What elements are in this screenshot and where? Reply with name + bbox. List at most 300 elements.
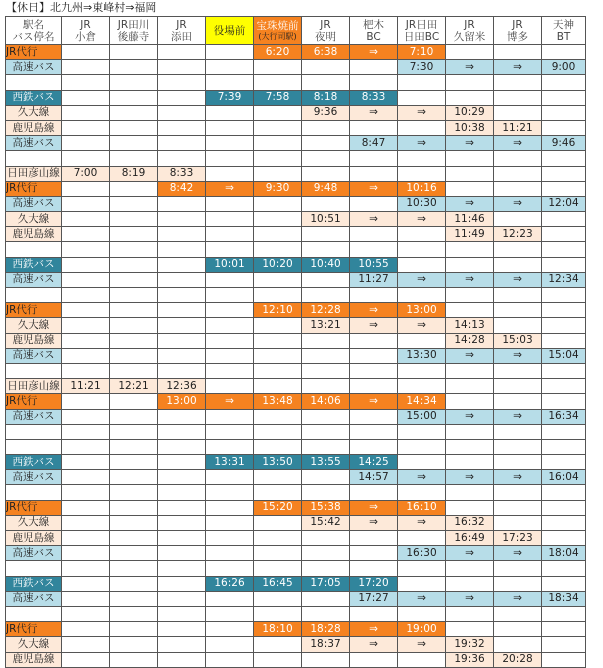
time-cell xyxy=(254,439,302,454)
time-cell xyxy=(446,606,494,621)
time-cell: 14:57 xyxy=(350,470,398,485)
time-cell xyxy=(110,531,158,546)
time-cell xyxy=(110,424,158,439)
route-name-cell: 西鉄バス xyxy=(6,90,62,105)
time-cell xyxy=(446,622,494,637)
time-cell xyxy=(254,470,302,485)
time-cell: 20:28 xyxy=(494,652,542,667)
time-cell xyxy=(446,181,494,196)
time-cell xyxy=(542,212,586,227)
time-cell xyxy=(302,424,350,439)
time-cell xyxy=(206,136,254,151)
route-name-cell: 久大線 xyxy=(6,637,62,652)
time-cell xyxy=(542,166,586,181)
time-cell xyxy=(494,242,542,257)
time-cell xyxy=(206,303,254,318)
time-cell: ⇒ xyxy=(350,181,398,196)
time-cell: ⇒ xyxy=(206,181,254,196)
time-cell xyxy=(446,500,494,515)
time-cell: ⇒ xyxy=(398,272,446,287)
time-cell xyxy=(158,439,206,454)
time-cell xyxy=(62,546,110,561)
header-kokura: JR 小倉 xyxy=(62,17,110,45)
time-cell: ⇒ xyxy=(494,272,542,287)
time-cell xyxy=(494,576,542,591)
time-cell xyxy=(206,212,254,227)
time-cell xyxy=(62,212,110,227)
time-cell xyxy=(158,591,206,606)
time-cell xyxy=(110,90,158,105)
time-cell: 15:04 xyxy=(542,348,586,363)
time-cell xyxy=(110,348,158,363)
time-cell xyxy=(398,485,446,500)
time-cell xyxy=(62,652,110,667)
time-cell xyxy=(398,75,446,90)
time-cell: 12:34 xyxy=(542,272,586,287)
time-cell xyxy=(446,242,494,257)
time-cell: 10:40 xyxy=(302,257,350,272)
route-name-cell: 高速バス xyxy=(6,546,62,561)
time-cell xyxy=(158,272,206,287)
time-cell xyxy=(542,105,586,120)
time-cell: 14:13 xyxy=(446,318,494,333)
timetable xyxy=(5,16,586,668)
time-cell xyxy=(62,333,110,348)
time-cell xyxy=(62,120,110,135)
time-cell xyxy=(302,333,350,348)
time-cell xyxy=(62,196,110,211)
time-cell: ⇒ xyxy=(446,348,494,363)
time-cell xyxy=(158,318,206,333)
time-cell xyxy=(302,227,350,242)
time-cell xyxy=(302,561,350,576)
time-cell xyxy=(398,242,446,257)
time-cell xyxy=(206,500,254,515)
table-row xyxy=(6,652,586,667)
time-cell: ⇒ xyxy=(494,546,542,561)
time-cell xyxy=(350,151,398,166)
time-cell xyxy=(446,379,494,394)
time-cell xyxy=(542,606,586,621)
time-cell xyxy=(158,561,206,576)
time-cell xyxy=(302,546,350,561)
time-cell xyxy=(62,606,110,621)
time-cell xyxy=(158,303,206,318)
time-cell xyxy=(206,546,254,561)
time-cell xyxy=(302,531,350,546)
time-cell: 10:20 xyxy=(254,257,302,272)
time-cell xyxy=(494,561,542,576)
route-name-cell: 高速バス xyxy=(6,136,62,151)
time-cell xyxy=(206,242,254,257)
time-cell: 16:49 xyxy=(446,531,494,546)
time-cell: 18:37 xyxy=(302,637,350,652)
time-cell xyxy=(350,166,398,181)
time-cell xyxy=(110,45,158,60)
time-cell: ⇒ xyxy=(398,105,446,120)
time-cell xyxy=(302,136,350,151)
time-cell: ⇒ xyxy=(206,394,254,409)
time-cell: 15:03 xyxy=(494,333,542,348)
time-cell xyxy=(110,409,158,424)
time-cell: 9:36 xyxy=(302,105,350,120)
time-cell xyxy=(398,166,446,181)
table-row xyxy=(6,363,586,378)
time-cell: 16:04 xyxy=(542,470,586,485)
time-cell xyxy=(158,136,206,151)
time-cell xyxy=(494,379,542,394)
time-cell xyxy=(158,546,206,561)
time-cell: 11:49 xyxy=(446,227,494,242)
time-cell: ⇒ xyxy=(350,515,398,530)
time-cell xyxy=(110,120,158,135)
table-row xyxy=(6,303,586,318)
route-name-cell: JR代行 xyxy=(6,394,62,409)
route-name-cell: 鹿児島線 xyxy=(6,227,62,242)
time-cell xyxy=(206,439,254,454)
time-cell xyxy=(302,409,350,424)
time-cell xyxy=(110,485,158,500)
time-cell xyxy=(350,227,398,242)
time-cell xyxy=(542,303,586,318)
time-cell xyxy=(158,363,206,378)
time-cell xyxy=(206,288,254,303)
time-cell: ⇒ xyxy=(398,212,446,227)
time-cell xyxy=(62,242,110,257)
time-cell xyxy=(206,75,254,90)
time-cell xyxy=(494,622,542,637)
time-cell xyxy=(206,561,254,576)
route-name-cell: 久大線 xyxy=(6,515,62,530)
route-name-cell: 久大線 xyxy=(6,105,62,120)
table-row xyxy=(6,45,586,60)
time-cell xyxy=(494,363,542,378)
table-row xyxy=(6,606,586,621)
time-cell: ⇒ xyxy=(398,637,446,652)
time-cell xyxy=(110,500,158,515)
time-cell xyxy=(494,394,542,409)
time-cell xyxy=(158,576,206,591)
time-cell xyxy=(350,485,398,500)
time-cell: 18:34 xyxy=(542,591,586,606)
time-cell xyxy=(158,212,206,227)
time-cell: 10:29 xyxy=(446,105,494,120)
time-cell: 8:42 xyxy=(158,181,206,196)
time-cell xyxy=(158,485,206,500)
time-cell xyxy=(158,455,206,470)
time-cell xyxy=(446,394,494,409)
time-cell: ⇒ xyxy=(350,622,398,637)
time-cell xyxy=(302,652,350,667)
time-cell xyxy=(542,455,586,470)
time-cell xyxy=(206,120,254,135)
time-cell xyxy=(158,151,206,166)
time-cell xyxy=(110,363,158,378)
time-cell: ⇒ xyxy=(494,470,542,485)
time-cell xyxy=(206,348,254,363)
time-cell: ⇒ xyxy=(398,318,446,333)
time-cell xyxy=(302,196,350,211)
table-row xyxy=(6,591,586,606)
time-cell: 17:05 xyxy=(302,576,350,591)
time-cell: ⇒ xyxy=(446,196,494,211)
route-name-cell: JR代行 xyxy=(6,303,62,318)
time-cell xyxy=(446,455,494,470)
time-cell xyxy=(206,409,254,424)
time-cell xyxy=(302,242,350,257)
time-cell xyxy=(350,363,398,378)
time-cell xyxy=(494,637,542,652)
time-cell xyxy=(206,379,254,394)
time-cell xyxy=(206,591,254,606)
time-cell xyxy=(302,439,350,454)
time-cell: 13:50 xyxy=(254,455,302,470)
time-cell xyxy=(110,60,158,75)
time-cell xyxy=(62,394,110,409)
table-row xyxy=(6,424,586,439)
time-cell xyxy=(110,591,158,606)
time-cell xyxy=(398,363,446,378)
time-cell xyxy=(254,379,302,394)
time-cell xyxy=(254,409,302,424)
time-cell: 19:32 xyxy=(446,637,494,652)
time-cell xyxy=(398,151,446,166)
time-cell xyxy=(302,60,350,75)
time-cell xyxy=(110,105,158,120)
time-cell xyxy=(494,166,542,181)
route-name-cell: 鹿児島線 xyxy=(6,120,62,135)
route-name-cell xyxy=(6,288,62,303)
time-cell xyxy=(254,272,302,287)
route-name-cell xyxy=(6,151,62,166)
time-cell xyxy=(62,181,110,196)
time-cell xyxy=(206,45,254,60)
time-cell: 8:18 xyxy=(302,90,350,105)
time-cell xyxy=(350,424,398,439)
time-cell xyxy=(254,515,302,530)
time-cell xyxy=(494,455,542,470)
time-cell xyxy=(350,561,398,576)
time-cell: ⇒ xyxy=(494,409,542,424)
time-cell xyxy=(254,531,302,546)
time-cell xyxy=(350,333,398,348)
time-cell xyxy=(110,622,158,637)
time-cell: 13:55 xyxy=(302,455,350,470)
time-cell xyxy=(254,318,302,333)
time-cell: ⇒ xyxy=(398,515,446,530)
time-cell xyxy=(62,439,110,454)
time-cell: 13:48 xyxy=(254,394,302,409)
time-cell xyxy=(254,60,302,75)
time-cell xyxy=(542,181,586,196)
table-row xyxy=(6,136,586,151)
route-name-cell: 西鉄バス xyxy=(6,455,62,470)
time-cell xyxy=(254,546,302,561)
time-cell xyxy=(302,166,350,181)
route-name-cell: JR代行 xyxy=(6,181,62,196)
time-cell: 10:01 xyxy=(206,257,254,272)
time-cell xyxy=(110,242,158,257)
time-cell: ⇒ xyxy=(350,318,398,333)
time-cell xyxy=(398,455,446,470)
table-row xyxy=(6,120,586,135)
time-cell xyxy=(542,622,586,637)
route-name-cell: 西鉄バス xyxy=(6,257,62,272)
time-cell xyxy=(62,470,110,485)
time-cell xyxy=(206,606,254,621)
time-cell xyxy=(494,515,542,530)
time-cell: 16:34 xyxy=(542,409,586,424)
time-cell xyxy=(254,166,302,181)
time-cell xyxy=(62,151,110,166)
time-cell: ⇒ xyxy=(350,637,398,652)
time-cell xyxy=(110,272,158,287)
time-cell: 18:28 xyxy=(302,622,350,637)
time-cell xyxy=(206,485,254,500)
time-cell xyxy=(206,196,254,211)
table-row xyxy=(6,227,586,242)
time-cell xyxy=(302,606,350,621)
table-row xyxy=(6,439,586,454)
time-cell xyxy=(254,196,302,211)
time-cell xyxy=(542,379,586,394)
header-hojuyaki-mae: 宝珠焼前 (大行司駅) xyxy=(254,17,302,45)
time-cell xyxy=(254,120,302,135)
time-cell xyxy=(254,561,302,576)
time-cell: 13:00 xyxy=(398,303,446,318)
time-cell: ⇒ xyxy=(350,394,398,409)
time-cell xyxy=(158,90,206,105)
time-cell xyxy=(158,606,206,621)
time-cell: 7:39 xyxy=(206,90,254,105)
time-cell: 7:00 xyxy=(62,166,110,181)
header-row xyxy=(6,17,586,45)
time-cell xyxy=(110,561,158,576)
time-cell xyxy=(158,424,206,439)
table-row xyxy=(6,455,586,470)
time-cell: ⇒ xyxy=(494,196,542,211)
time-cell: 11:46 xyxy=(446,212,494,227)
time-cell xyxy=(494,75,542,90)
time-cell xyxy=(158,470,206,485)
time-cell xyxy=(398,424,446,439)
table-row xyxy=(6,637,586,652)
time-cell: 15:38 xyxy=(302,500,350,515)
time-cell xyxy=(206,166,254,181)
time-cell: ⇒ xyxy=(398,591,446,606)
time-cell xyxy=(254,75,302,90)
time-cell: 10:55 xyxy=(350,257,398,272)
time-cell xyxy=(62,485,110,500)
time-cell: 13:00 xyxy=(158,394,206,409)
time-cell xyxy=(206,363,254,378)
time-cell: 7:30 xyxy=(398,60,446,75)
time-cell xyxy=(206,622,254,637)
route-name-cell: 高速バス xyxy=(6,470,62,485)
time-cell xyxy=(110,288,158,303)
time-cell: 14:34 xyxy=(398,394,446,409)
time-cell xyxy=(542,333,586,348)
time-cell xyxy=(158,348,206,363)
time-cell xyxy=(494,212,542,227)
time-cell xyxy=(350,546,398,561)
time-cell: 8:19 xyxy=(110,166,158,181)
table-row xyxy=(6,622,586,637)
time-cell xyxy=(494,424,542,439)
route-name-cell: 西鉄バス xyxy=(6,576,62,591)
time-cell: ⇒ xyxy=(494,591,542,606)
route-name-cell: 高速バス xyxy=(6,591,62,606)
table-row xyxy=(6,576,586,591)
time-cell xyxy=(398,606,446,621)
time-cell: 13:31 xyxy=(206,455,254,470)
time-cell xyxy=(254,363,302,378)
table-row xyxy=(6,348,586,363)
time-cell xyxy=(350,409,398,424)
time-cell xyxy=(62,60,110,75)
time-cell xyxy=(62,75,110,90)
time-cell xyxy=(110,515,158,530)
time-cell xyxy=(254,637,302,652)
time-cell xyxy=(254,424,302,439)
time-cell xyxy=(350,60,398,75)
time-cell: ⇒ xyxy=(350,303,398,318)
table-row xyxy=(6,379,586,394)
time-cell xyxy=(158,515,206,530)
time-cell xyxy=(158,60,206,75)
time-cell: 12:28 xyxy=(302,303,350,318)
table-row xyxy=(6,485,586,500)
time-cell xyxy=(542,531,586,546)
time-cell: 11:27 xyxy=(350,272,398,287)
time-cell: 17:20 xyxy=(350,576,398,591)
time-cell xyxy=(62,515,110,530)
time-cell xyxy=(446,561,494,576)
time-cell xyxy=(158,196,206,211)
route-name-cell: 高速バス xyxy=(6,272,62,287)
header-yoake: JR 夜明 xyxy=(302,17,350,45)
time-cell xyxy=(446,151,494,166)
time-cell xyxy=(542,439,586,454)
header-tenjin: 天神 BT xyxy=(542,17,586,45)
time-cell xyxy=(542,485,586,500)
time-cell xyxy=(542,120,586,135)
route-name-cell xyxy=(6,606,62,621)
time-cell xyxy=(446,75,494,90)
time-cell: 15:20 xyxy=(254,500,302,515)
time-cell xyxy=(110,470,158,485)
time-cell xyxy=(62,288,110,303)
table-row xyxy=(6,561,586,576)
time-cell: 17:23 xyxy=(494,531,542,546)
time-cell xyxy=(254,591,302,606)
time-cell: 16:32 xyxy=(446,515,494,530)
time-cell xyxy=(446,288,494,303)
time-cell: 18:10 xyxy=(254,622,302,637)
time-cell xyxy=(542,576,586,591)
time-cell xyxy=(254,105,302,120)
time-cell: 15:42 xyxy=(302,515,350,530)
route-name-cell: 鹿児島線 xyxy=(6,531,62,546)
time-cell xyxy=(542,75,586,90)
time-cell xyxy=(350,75,398,90)
time-cell xyxy=(62,318,110,333)
time-cell xyxy=(542,424,586,439)
time-cell xyxy=(398,652,446,667)
time-cell: 15:00 xyxy=(398,409,446,424)
time-cell: ⇒ xyxy=(494,136,542,151)
table-row xyxy=(6,181,586,196)
